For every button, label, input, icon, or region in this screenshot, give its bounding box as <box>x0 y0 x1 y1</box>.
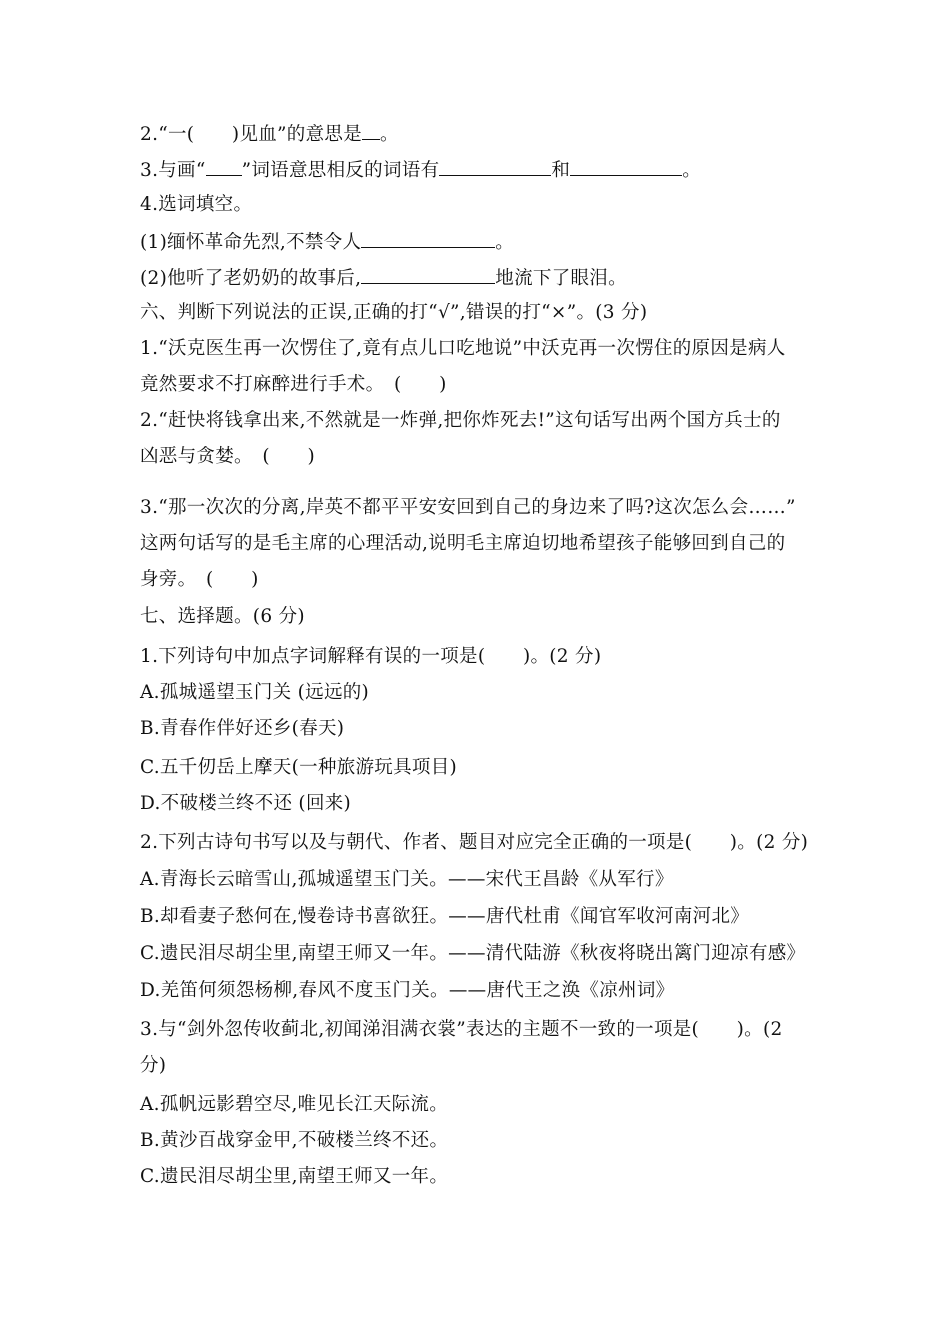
question-text: 3.与画“ <box>140 160 206 181</box>
question-text: ”词语意思相反的词语有 <box>241 160 440 181</box>
option-7-3-b: B.黄沙百战穿金甲,不破楼兰终不还。 <box>140 1130 449 1151</box>
option-7-2-c: C.遗民泪尽胡尘里,南望王师又一年。——清代陆游《秋夜将晓出篱门迎凉有感》 <box>140 943 806 964</box>
question-6-2-line-2: 凶恶与贪婪。 ( ) <box>140 446 315 467</box>
option-7-1-c: C.五千仞岳上摩天(一种旅游玩具项目) <box>140 757 458 778</box>
section-7-title: 七、选择题。(6 分) <box>140 606 305 627</box>
option-7-1-a: A.孤城遥望玉门关 (远远的) <box>140 682 370 703</box>
question-5-4-1 <box>140 229 514 255</box>
answer-blank[interactable] <box>361 265 495 284</box>
question-text: (1)缅怀革命先烈,不禁令人 <box>140 232 362 253</box>
question-5-4-2 <box>140 265 627 291</box>
question-5-2 <box>140 121 399 147</box>
question-6-2-line-1: 2.“赶快将钱拿出来,不然就是一炸弹,把你炸死去!”这句话写出两个国方兵士的 <box>140 410 781 431</box>
answer-blank-2[interactable] <box>570 157 682 176</box>
answer-blank[interactable] <box>361 229 495 248</box>
question-text-end: 。 <box>495 232 515 253</box>
question-6-3-line-1: 3.“那一次次的分离,岸英不都平平安安回到自己的身边来了吗?这次怎么会……” <box>140 497 796 518</box>
question-7-3-line-2: 分) <box>140 1055 167 1076</box>
question-6-3-line-2: 这两句话写的是毛主席的心理活动,说明毛主席迫切地希望孩子能够回到自己的 <box>140 533 786 554</box>
underlined-word-placeholder <box>206 157 242 176</box>
question-5-3 <box>140 157 701 183</box>
answer-blank[interactable] <box>362 121 380 140</box>
question-text-end: 地流下了眼泪。 <box>495 268 627 289</box>
question-7-3-line-1: 3.与“剑外忽传收蓟北,初闻涕泪满衣裳”表达的主题不一致的一项是( )。(2 <box>140 1019 783 1040</box>
option-7-1-b: B.青春作伴好还乡(春天) <box>140 718 345 739</box>
section-6-title: 六、判断下列说法的正误,正确的打“√”,错误的打“×”。(3 分) <box>140 302 648 323</box>
option-7-3-a: A.孤帆远影碧空尽,唯见长江天际流。 <box>140 1094 449 1115</box>
question-text: 2.“一( )见血”的意思是 <box>140 124 363 145</box>
answer-blank-1[interactable] <box>439 157 551 176</box>
question-text-end: 。 <box>380 124 399 145</box>
question-text: (2)他听了老奶奶的故事后, <box>140 268 362 289</box>
question-7-1: 1.下列诗句中加点字词解释有误的一项是( )。(2 分) <box>140 646 602 667</box>
question-5-4: 4.选词填空。 <box>140 194 253 215</box>
question-text: 和 <box>551 160 571 181</box>
question-6-1-line-1: 1.“沃克医生再一次愣住了,竟有点儿口吃地说”中沃克再一次愣住的原因是病人 <box>140 338 786 359</box>
option-7-2-a: A.青海长云暗雪山,孤城遥望玉门关。——宋代王昌龄《从军行》 <box>140 869 674 890</box>
option-7-1-d: D.不破楼兰终不还 (回来) <box>140 793 352 814</box>
question-text-end: 。 <box>682 160 701 181</box>
option-7-3-c: C.遗民泪尽胡尘里,南望王师又一年。 <box>140 1166 449 1187</box>
option-7-2-b: B.却看妻子愁何在,慢卷诗书喜欲狂。——唐代杜甫《闻官军收河南河北》 <box>140 906 750 927</box>
question-7-2: 2.下列古诗句书写以及与朝代、作者、题目对应完全正确的一项是( )。(2 分) <box>140 832 809 853</box>
question-6-1-line-2: 竟然要求不打麻醉进行手术。 ( ) <box>140 374 447 395</box>
question-6-3-line-3: 身旁。 ( ) <box>140 569 259 590</box>
option-7-2-d: D.羌笛何须怨杨柳,春风不度玉门关。——唐代王之涣《凉州词》 <box>140 980 675 1001</box>
